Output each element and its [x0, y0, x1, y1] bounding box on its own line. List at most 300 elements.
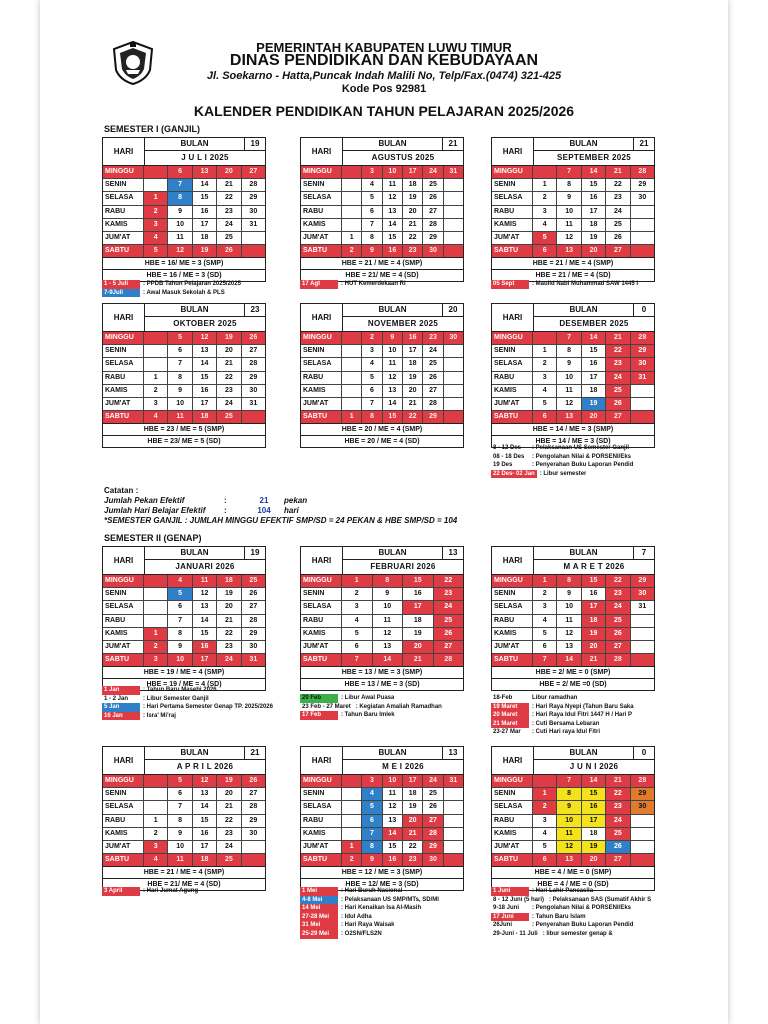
event-note [102, 695, 302, 704]
date-cell [342, 801, 362, 813]
date-cell: 15 [582, 575, 606, 587]
event-note [491, 453, 666, 462]
date-cell: 11 [557, 615, 581, 627]
date-cell: 20 [403, 385, 423, 397]
event-date: 1 Jan [102, 686, 140, 695]
date-cell: 9 [557, 358, 581, 370]
date-cell: 12 [193, 775, 217, 787]
date-cell [342, 775, 362, 787]
week-day-row [103, 800, 265, 813]
date-cell [444, 219, 463, 231]
day-name: RABU [103, 815, 144, 827]
date-cell: 29 [423, 841, 443, 853]
event-description: : Hari Raya Waisak [341, 922, 395, 929]
date-cell [342, 828, 362, 840]
day-name: SABTU [103, 411, 144, 423]
event-date: 08 - 18 Des [493, 453, 525, 460]
date-cell: 7 [342, 654, 373, 666]
week-day-row [301, 787, 463, 800]
date-cell: 6 [362, 815, 382, 827]
date-cell: 30 [249, 386, 258, 394]
hbe-summary: HBE = 4 / ME = 0 (SMP) [491, 867, 655, 879]
effective-days-count: 20 [442, 304, 463, 316]
date-cell: 6 [362, 206, 382, 218]
effective-days-count: 23 [244, 304, 265, 316]
event-note [300, 694, 490, 703]
date-cell: 7 [168, 615, 192, 627]
date-cell: 22 [403, 411, 423, 423]
event-note [491, 703, 671, 712]
date-cell: 16 [193, 206, 217, 218]
week-day-row [301, 827, 463, 840]
date-cell: 6 [168, 345, 192, 357]
month-calendar [491, 137, 655, 282]
date-cell: 22 [403, 841, 423, 853]
hbe-summary: HBE = 2/ ME =0 (SD) [491, 679, 655, 691]
date-cell: 22 [606, 179, 630, 191]
week-day-row [301, 166, 463, 178]
date-cell: 25 [217, 854, 241, 866]
week-day-row [103, 787, 265, 800]
date-cell: 2 [533, 358, 557, 370]
week-day-row [492, 231, 654, 244]
month-calendar [102, 546, 266, 691]
week-day-row [492, 600, 654, 613]
hari-header: HARI [301, 138, 343, 165]
date-cell: 23 [606, 801, 630, 813]
hbe-summary: HBE = 4 / ME = 0 (SD) [491, 879, 655, 891]
date-cell: 19 [582, 398, 606, 410]
event-date: 14 Mei [300, 904, 338, 913]
event-note [491, 921, 671, 930]
department-name: DINAS PENDIDIKAN DAN KEBUDAYAAN [229, 52, 539, 69]
date-cell: 5 [533, 628, 557, 640]
week-day-row [301, 775, 463, 787]
date-cell: 20 [582, 641, 606, 653]
date-cell: 16 [582, 801, 606, 813]
date-cell: 30 [638, 194, 647, 202]
date-cell: 29 [249, 194, 258, 202]
effective-days-count: 21 [442, 138, 463, 150]
week-day-row [492, 587, 654, 600]
date-cell: 26 [423, 372, 443, 384]
week-day-row [103, 384, 265, 397]
date-cell: 10 [557, 815, 581, 827]
date-cell: 23 [403, 245, 423, 257]
date-cell: 5 [144, 245, 168, 257]
date-cell: 15 [582, 788, 606, 800]
date-cell [444, 398, 463, 410]
date-cell: 2 [533, 588, 557, 600]
date-cell: 4 [533, 385, 557, 397]
date-cell: 29 [423, 411, 443, 423]
event-note [491, 904, 671, 913]
date-cell: 10 [383, 775, 403, 787]
date-cell: 13 [557, 641, 581, 653]
date-cell: 1 [144, 192, 168, 204]
date-cell: 15 [193, 815, 217, 827]
date-cell [342, 358, 362, 370]
event-date: 23-27 Mar [493, 729, 521, 736]
day-name: SABTU [103, 245, 144, 257]
day-name: SENIN [103, 345, 144, 357]
date-cell: 25 [423, 179, 443, 191]
event-note [300, 711, 490, 720]
date-cell: 23 [606, 358, 630, 370]
date-cell: 25 [249, 577, 258, 584]
date-cell: 22 [217, 192, 241, 204]
event-note [491, 930, 671, 939]
date-cell: 16 [383, 245, 403, 257]
date-cell: 1 [342, 841, 362, 853]
month-name: M A R E T 2026 [563, 562, 625, 571]
hari-header: HARI [103, 304, 145, 331]
week-day-row [301, 205, 463, 218]
date-cell: 8 [557, 575, 581, 587]
date-cell: 6 [168, 601, 192, 613]
week-day-row [301, 332, 463, 344]
day-name: SELASA [301, 358, 342, 370]
event-description: : Pelaksanaan US SMP/MTs, SD/MI [341, 896, 439, 903]
day-name: JUM'AT [103, 232, 144, 244]
date-cell: 12 [168, 245, 192, 257]
date-cell: 9 [362, 245, 382, 257]
semester-2-label: SEMESTER II (GENAP) [104, 533, 202, 543]
date-cell: 2 [533, 801, 557, 813]
month-name: DESEMBER 2025 [559, 319, 629, 328]
date-cell: 25 [423, 358, 443, 370]
hari-header: HARI [103, 138, 145, 165]
date-cell: 28 [423, 828, 443, 840]
date-cell: 20 [403, 641, 434, 653]
day-name: SABTU [301, 411, 342, 423]
date-cell: 18 [193, 411, 217, 423]
event-date: 7-9Juli [102, 289, 140, 298]
day-name: SENIN [492, 179, 533, 191]
event-date: 31 Mei [300, 921, 338, 930]
date-cell: 5 [168, 332, 192, 344]
date-cell: 16 [193, 828, 217, 840]
date-cell: 5 [362, 372, 382, 384]
event-date: 8 - 12 Juni (5 hari) [493, 896, 545, 903]
week-day-row [492, 384, 654, 397]
date-cell: 14 [383, 219, 403, 231]
event-date: 17 Agt [300, 280, 338, 289]
hbe-summary: HBE = 16 / ME = 3 (SD) [102, 270, 266, 282]
date-cell: 23 [217, 206, 241, 218]
date-cell [144, 775, 168, 787]
date-cell [242, 841, 265, 853]
date-cell: 24 [217, 654, 241, 666]
date-cell [444, 828, 463, 840]
date-cell: 11 [557, 219, 581, 231]
week-day-row [492, 800, 654, 813]
event-description: : Hari Raya Nyepi (Tahun Baru Saka [532, 703, 634, 710]
date-cell: 11 [557, 828, 581, 840]
day-name: KAMIS [103, 828, 144, 840]
week-day-row [103, 205, 265, 218]
hbe-summary: HBE = 21 / ME = 4 (SMP) [102, 867, 266, 879]
date-cell: 3 [533, 372, 557, 384]
date-cell: 25 [434, 615, 464, 627]
date-cell: 18 [403, 358, 423, 370]
date-cell [631, 628, 654, 640]
month-name: SEPTEMBER 2025 [556, 153, 631, 162]
date-cell: 4 [342, 615, 373, 627]
event-date: 1 - 2 Jan [104, 695, 129, 702]
date-cell: 16 [383, 854, 403, 866]
week-day-row [301, 800, 463, 813]
date-cell: 28 [423, 398, 443, 410]
event-description: : Penyerahan Buku Laporan Pendid [532, 462, 634, 469]
date-cell: 23 [423, 332, 443, 344]
day-name: SABTU [492, 854, 533, 866]
date-cell [144, 801, 168, 813]
date-cell: 3 [362, 345, 382, 357]
event-date: 23 Feb - 27 Maret [302, 703, 351, 710]
date-cell: 6 [362, 385, 382, 397]
date-cell [342, 332, 362, 344]
bulan-header: BULAN [569, 139, 598, 148]
date-cell [342, 385, 362, 397]
hari-header: HARI [301, 547, 343, 574]
notes-summary: Catatan : Jumlah Pekan Efektif : 21 pekan Jumlah Hari Belajar Efektif : 104 hari *SEMESTER GANJIL : JUMLAH MINGGU EFEKTIF SMP/SD = 24 PEKAN & HBE SMP/SD = 104 [104, 486, 458, 525]
effective-days-value: 104 [257, 506, 271, 515]
date-cell [444, 358, 463, 370]
date-cell: 30 [249, 642, 258, 650]
date-cell: 12 [557, 628, 581, 640]
day-name: SELASA [103, 192, 144, 204]
week-day-row [103, 627, 265, 640]
week-day-row [492, 840, 654, 853]
effective-days-count: 0 [633, 304, 654, 316]
date-cell: 27 [249, 347, 258, 355]
date-cell: 12 [557, 232, 581, 244]
date-cell [144, 345, 168, 357]
date-cell: 2 [144, 385, 168, 397]
effective-weeks-value: 21 [259, 496, 269, 505]
week-day-row [492, 344, 654, 357]
event-note [491, 461, 666, 470]
date-cell: 17 [193, 654, 217, 666]
day-name: JUM'AT [301, 398, 342, 410]
page-title: KALENDER PENDIDIKAN TAHUN PELAJARAN 2025/2026 [193, 103, 575, 119]
bulan-header: BULAN [180, 748, 209, 757]
date-cell: 17 [582, 601, 606, 613]
date-cell: 23 [217, 828, 241, 840]
event-date: 20 Feb [300, 694, 338, 703]
week-day-row [103, 178, 265, 191]
date-cell: 11 [373, 615, 404, 627]
date-cell: 30 [631, 358, 654, 370]
date-cell [631, 206, 654, 218]
week-day-row [301, 384, 463, 397]
month-calendar [102, 137, 266, 282]
date-cell: 19 [193, 245, 217, 257]
date-cell: 28 [249, 181, 258, 189]
week-day-row [103, 653, 265, 666]
event-note [491, 728, 671, 737]
week-day-row [103, 587, 265, 600]
date-cell: 8 [168, 192, 192, 204]
date-cell [444, 232, 463, 244]
week-day-row [103, 231, 265, 244]
month-calendar [102, 746, 266, 891]
event-date: 1 Juni [491, 887, 529, 896]
date-cell: 18 [582, 219, 606, 231]
date-cell: 26 [249, 777, 258, 784]
hari-header: HARI [301, 304, 343, 331]
date-cell: 3 [362, 166, 382, 178]
day-name: SENIN [301, 788, 342, 800]
hbe-summary: HBE = 23/ ME = 5 (SD) [102, 436, 266, 448]
week-day-row [492, 166, 654, 178]
week-day-row [103, 840, 265, 853]
date-cell: 26 [217, 245, 241, 257]
date-cell: 12 [193, 588, 217, 600]
event-description: : Libur semester [539, 470, 587, 477]
date-cell: 7 [362, 828, 382, 840]
date-cell: 24 [423, 775, 443, 787]
date-cell: 11 [168, 854, 192, 866]
date-cell: 9 [383, 332, 403, 344]
date-cell: 12 [373, 628, 404, 640]
date-cell: 21 [403, 654, 434, 666]
week-day-row [492, 205, 654, 218]
effective-days-count: 13 [442, 747, 463, 759]
date-cell: 31 [249, 220, 258, 228]
event-note [102, 280, 266, 289]
hari-header: HARI [492, 304, 534, 331]
date-cell: 10 [557, 372, 581, 384]
event-description: Libur ramadhan [532, 695, 578, 701]
date-cell: 20 [582, 245, 606, 257]
date-cell [342, 192, 362, 204]
hbe-summary: HBE = 19 / ME = 4 (SMP) [102, 667, 266, 679]
date-cell: 31 [249, 399, 258, 407]
date-cell: 24 [606, 601, 630, 613]
date-cell: 30 [249, 207, 258, 215]
date-cell: 3 [144, 219, 168, 231]
event-description: : Tahun Baru Islam [532, 913, 586, 920]
date-cell [631, 615, 654, 627]
event-notes [300, 694, 490, 720]
date-cell: 26 [249, 590, 258, 598]
week-day-row [492, 627, 654, 640]
date-cell: 9 [168, 828, 192, 840]
date-cell: 25 [606, 385, 630, 397]
date-cell: 23 [217, 641, 241, 653]
month-name: A P R I L 2026 [176, 762, 234, 771]
week-day-row [103, 332, 265, 344]
bulan-header: BULAN [569, 305, 598, 314]
day-name: KAMIS [492, 219, 533, 231]
date-cell: 8 [557, 345, 581, 357]
date-cell: 19 [403, 628, 434, 640]
date-cell: 5 [362, 801, 382, 813]
day-name: SENIN [103, 588, 144, 600]
date-cell: 5 [362, 192, 382, 204]
date-cell: 27 [249, 603, 258, 611]
event-date: 05 Sept [491, 280, 529, 289]
day-name: RABU [301, 372, 342, 384]
date-cell: 16 [582, 588, 606, 600]
event-description: : Hari Pertama Semester Genap TP. 2025/2026 [143, 704, 273, 711]
bulan-header: BULAN [378, 748, 407, 757]
date-cell: 13 [373, 641, 404, 653]
event-description: : Kegiatan Amaliah Ramadhan [355, 703, 442, 710]
event-note [491, 913, 671, 922]
date-cell: 6 [342, 641, 373, 653]
date-cell: 14 [193, 615, 217, 627]
day-name: SABTU [103, 854, 144, 866]
month-calendar [300, 137, 464, 282]
date-cell: 1 [342, 232, 362, 244]
date-cell: 9 [168, 641, 192, 653]
hbe-summary: HBE = 14 / ME = 3 (SMP) [491, 424, 655, 436]
day-name: KAMIS [492, 828, 533, 840]
date-cell [342, 398, 362, 410]
day-name: SENIN [103, 788, 144, 800]
date-cell: 28 [249, 803, 258, 811]
date-cell: 17 [193, 219, 217, 231]
day-name: SELASA [301, 601, 342, 613]
date-cell [631, 841, 654, 853]
date-cell: 3 [362, 775, 382, 787]
event-description: : Penyerahan Buku Laporan Pendid [532, 922, 634, 929]
event-date: 27-28 Mei [300, 913, 338, 922]
week-day-row [103, 640, 265, 653]
day-name: RABU [103, 615, 144, 627]
event-description: : Isra' Mi'raj [143, 712, 176, 719]
week-day-row [301, 344, 463, 357]
hari-header: HARI [492, 747, 534, 774]
catatan-title: Catatan : [104, 486, 139, 495]
date-cell: 7 [533, 654, 557, 666]
bulan-header: BULAN [378, 139, 407, 148]
event-note [102, 887, 266, 896]
date-cell: 29 [249, 373, 258, 381]
date-cell: 24 [606, 206, 630, 218]
bulan-header: BULAN [378, 548, 407, 557]
day-name: SELASA [492, 601, 533, 613]
date-cell: 14 [193, 358, 217, 370]
date-cell [242, 411, 265, 423]
semester-1-label: SEMESTER I (GANJIL) [104, 124, 201, 134]
hbe-summary: HBE = 2/ ME = 0 (SMP) [491, 667, 655, 679]
hbe-summary: HBE = 12/ ME = 3 (SD) [300, 879, 464, 891]
date-cell: 31 [631, 372, 654, 384]
week-day-row [492, 218, 654, 231]
date-cell: 14 [373, 654, 404, 666]
event-description: : Maulid Nabi Muhammad SAW 1445 I [532, 281, 639, 287]
week-day-row [301, 614, 463, 627]
date-cell: 18 [403, 615, 434, 627]
effective-days-count: 21 [244, 747, 265, 759]
event-date: 17 Feb [300, 711, 338, 720]
date-cell: 10 [168, 398, 192, 410]
event-notes [102, 280, 266, 297]
date-cell [242, 232, 265, 244]
event-date: 21 Maret [491, 720, 529, 729]
week-day-row [492, 787, 654, 800]
day-name: SENIN [492, 588, 533, 600]
event-note [102, 712, 302, 721]
date-cell: 28 [444, 656, 453, 664]
day-name: JUM'AT [492, 641, 533, 653]
date-cell: 30 [449, 334, 458, 341]
date-cell: 8 [362, 841, 382, 853]
